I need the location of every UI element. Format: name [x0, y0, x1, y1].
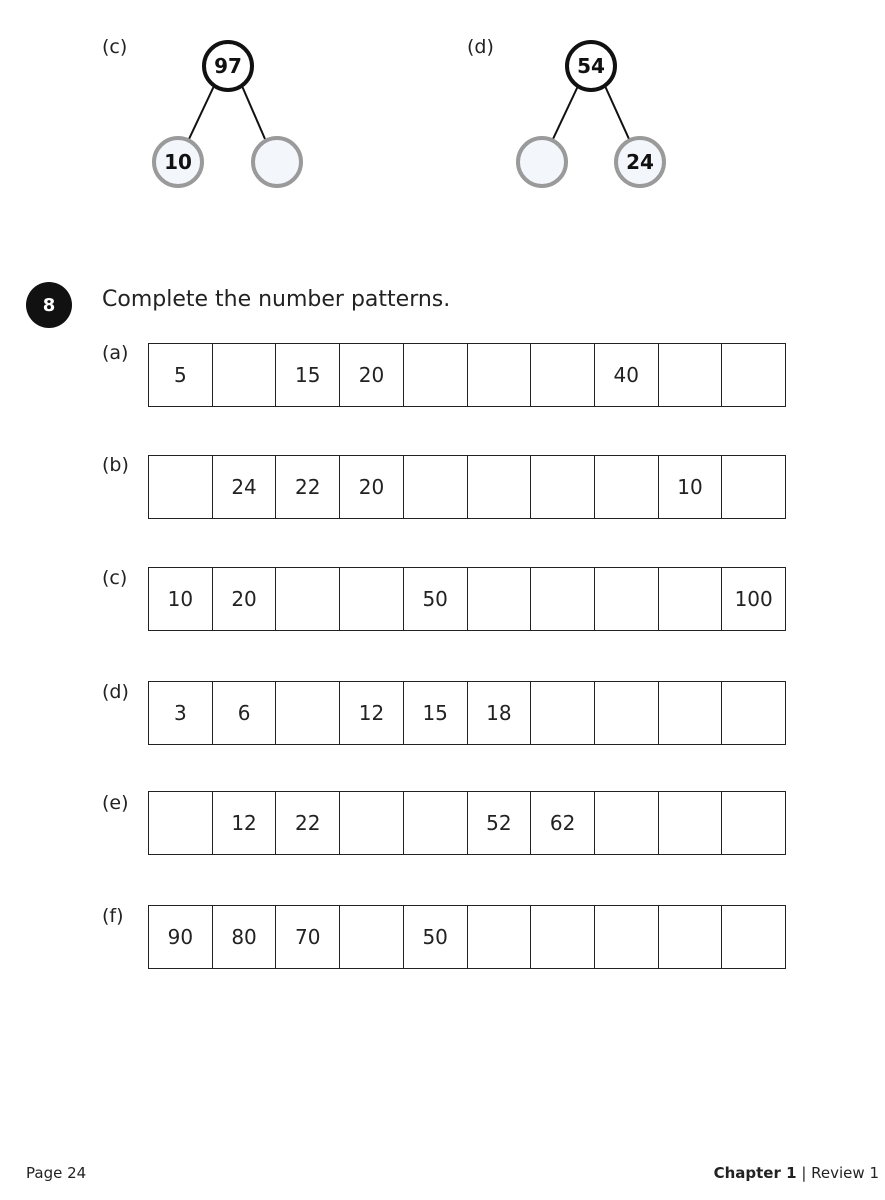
pattern-blank-cell[interactable] — [659, 906, 723, 968]
pattern-blank-cell[interactable] — [595, 456, 659, 518]
pattern-cell: 50 — [404, 568, 468, 630]
pattern-blank-cell[interactable] — [722, 456, 786, 518]
bond-d-label: (d) — [467, 36, 494, 58]
pattern-row-d — [148, 681, 786, 745]
number-bonds — [0, 0, 885, 230]
pattern-cell: 52 — [468, 792, 532, 854]
pattern-blank-cell[interactable] — [659, 568, 723, 630]
pattern-cell: 62 — [531, 792, 595, 854]
bond-c-label: (c) — [102, 36, 128, 58]
pattern-blank-cell[interactable] — [404, 456, 468, 518]
pattern-blank-cell[interactable] — [468, 568, 532, 630]
pattern-blank-cell[interactable] — [595, 906, 659, 968]
pattern-row-c — [148, 567, 786, 631]
pattern-cell: 20 — [340, 344, 404, 406]
pattern-row-f — [148, 905, 786, 969]
pattern-cell: 3 — [149, 682, 213, 744]
pattern-blank-cell[interactable] — [531, 568, 595, 630]
pattern-blank-cell[interactable] — [404, 344, 468, 406]
page-number: Page 24 — [26, 1164, 87, 1182]
pattern-cell: 50 — [404, 906, 468, 968]
pattern-cell: 90 — [149, 906, 213, 968]
bond-d-right-part-value: 24 — [626, 150, 654, 174]
pattern-blank-cell[interactable] — [149, 792, 213, 854]
pattern-cell: 18 — [468, 682, 532, 744]
pattern-blank-cell[interactable] — [531, 682, 595, 744]
footer-separator: | — [801, 1164, 807, 1182]
question-number-badge: 8 — [26, 282, 72, 328]
pattern-blank-cell[interactable] — [213, 344, 277, 406]
pattern-label-a: (a) — [102, 342, 129, 364]
pattern-cell: 24 — [213, 456, 277, 518]
pattern-blank-cell[interactable] — [722, 792, 786, 854]
pattern-blank-cell[interactable] — [276, 568, 340, 630]
pattern-cell: 22 — [276, 456, 340, 518]
pattern-row-a — [148, 343, 786, 407]
pattern-blank-cell[interactable] — [595, 568, 659, 630]
pattern-cell: 20 — [340, 456, 404, 518]
pattern-blank-cell[interactable] — [404, 792, 468, 854]
number-bond-d — [518, 42, 664, 186]
pattern-blank-cell[interactable] — [340, 568, 404, 630]
number-bond-c — [154, 42, 301, 186]
question-instruction: Complete the number patterns. — [102, 287, 451, 312]
pattern-label-e: (e) — [102, 792, 129, 814]
pattern-cell: 100 — [722, 568, 786, 630]
pattern-label-c: (c) — [102, 567, 128, 589]
pattern-cell: 12 — [340, 682, 404, 744]
pattern-label-f: (f) — [102, 905, 124, 927]
pattern-blank-cell[interactable] — [722, 682, 786, 744]
pattern-cell: 15 — [404, 682, 468, 744]
pattern-label-b: (b) — [102, 454, 129, 476]
pattern-blank-cell[interactable] — [722, 344, 786, 406]
pattern-cell: 10 — [149, 568, 213, 630]
pattern-blank-cell[interactable] — [659, 344, 723, 406]
pattern-blank-cell[interactable] — [595, 682, 659, 744]
pattern-cell: 15 — [276, 344, 340, 406]
pattern-blank-cell[interactable] — [340, 906, 404, 968]
pattern-row-e — [148, 791, 786, 855]
pattern-cell: 20 — [213, 568, 277, 630]
pattern-cell: 5 — [149, 344, 213, 406]
pattern-blank-cell[interactable] — [468, 344, 532, 406]
bond-c-left-part-value: 10 — [164, 150, 192, 174]
pattern-blank-cell[interactable] — [531, 456, 595, 518]
pattern-blank-cell[interactable] — [340, 792, 404, 854]
pattern-blank-cell[interactable] — [659, 792, 723, 854]
bond-d-whole-value: 54 — [577, 54, 605, 78]
chapter-footer — [714, 1164, 879, 1182]
pattern-cell: 40 — [595, 344, 659, 406]
pattern-blank-cell[interactable] — [468, 906, 532, 968]
pattern-blank-cell[interactable] — [722, 906, 786, 968]
bond-c-right-part-circle[interactable] — [253, 138, 301, 186]
pattern-blank-cell[interactable] — [276, 682, 340, 744]
bond-c-whole-value: 97 — [214, 54, 242, 78]
pattern-blank-cell[interactable] — [468, 456, 532, 518]
pattern-blank-cell[interactable] — [595, 792, 659, 854]
section-title: Review 1 — [811, 1164, 879, 1182]
pattern-blank-cell[interactable] — [531, 906, 595, 968]
pattern-blank-cell[interactable] — [531, 344, 595, 406]
pattern-row-b — [148, 455, 786, 519]
pattern-cell: 6 — [213, 682, 277, 744]
pattern-blank-cell[interactable] — [149, 456, 213, 518]
pattern-cell: 70 — [276, 906, 340, 968]
pattern-cell: 80 — [213, 906, 277, 968]
chapter-title: Chapter 1 — [713, 1164, 797, 1182]
pattern-cell: 10 — [659, 456, 723, 518]
pattern-label-d: (d) — [102, 681, 129, 703]
pattern-cell: 22 — [276, 792, 340, 854]
bond-d-left-part-circle[interactable] — [518, 138, 566, 186]
pattern-cell: 12 — [213, 792, 277, 854]
pattern-blank-cell[interactable] — [659, 682, 723, 744]
